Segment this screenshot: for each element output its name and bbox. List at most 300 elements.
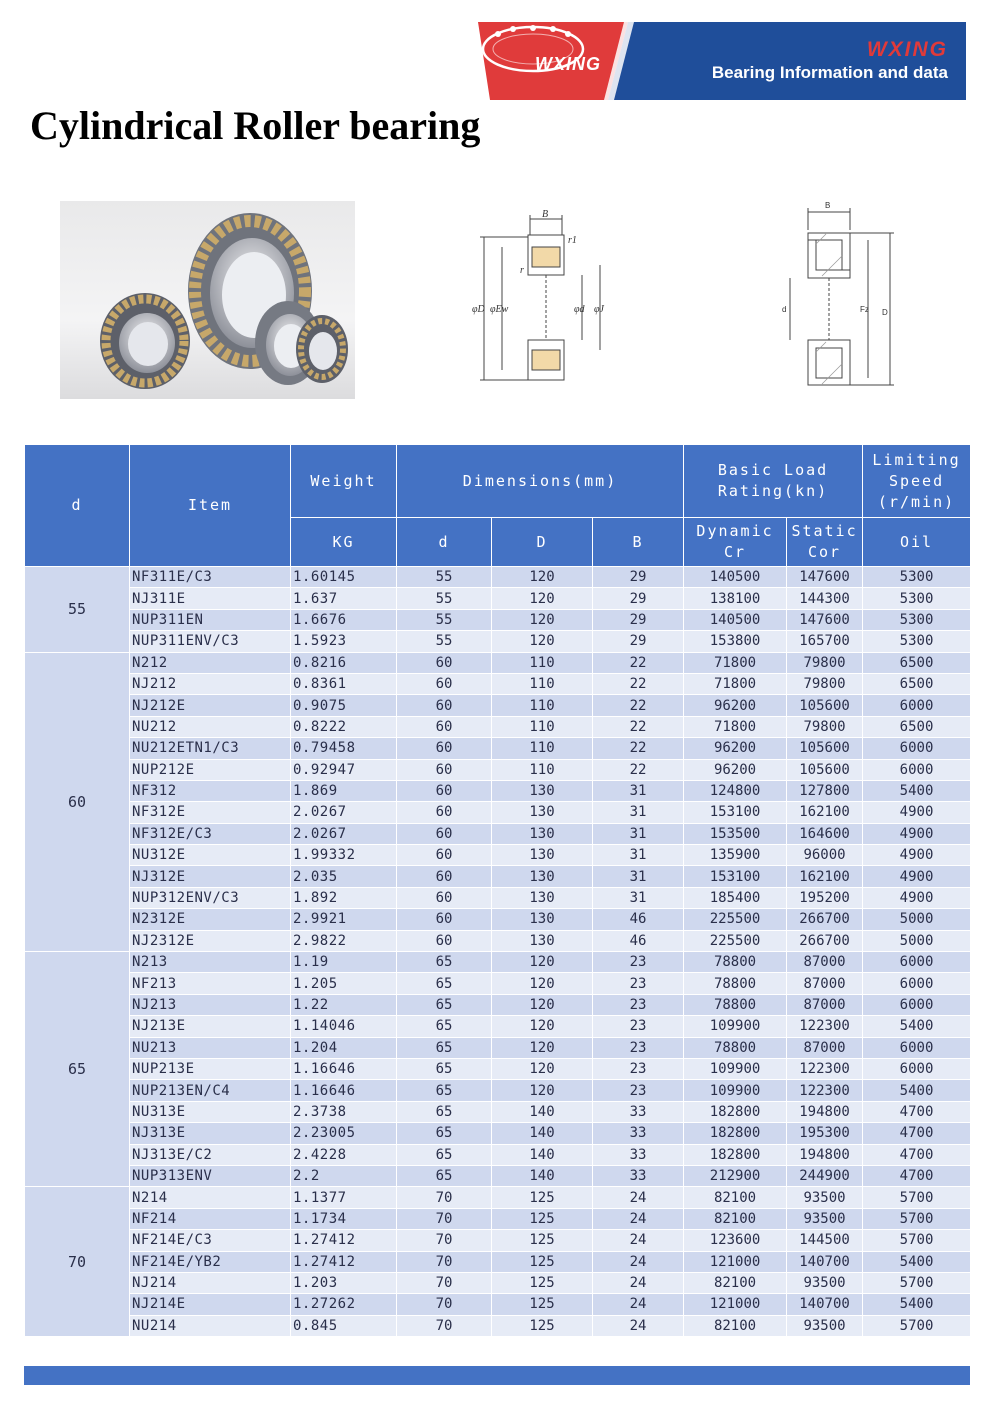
oil-cell: 5700: [863, 1315, 971, 1336]
dim-D-cell: 125: [492, 1315, 593, 1336]
oil-cell: 6000: [863, 738, 971, 759]
item-cell: NF312E: [130, 802, 291, 823]
dim-d-cell: 60: [397, 845, 492, 866]
oil-cell: 6000: [863, 759, 971, 780]
dim-d-cell: 70: [397, 1251, 492, 1272]
table-row: [25, 973, 971, 994]
dim-d-cell: 65: [397, 1058, 492, 1079]
dynamic-cell: 96200: [684, 695, 787, 716]
dim-d-cell: 60: [397, 866, 492, 887]
diagram1-label-r1: r1: [568, 235, 577, 246]
item-cell: NUP213E: [130, 1058, 291, 1079]
static-cell: 122300: [787, 1058, 863, 1079]
static-cell: 96000: [787, 845, 863, 866]
weight-cell: 1.60145: [291, 567, 397, 588]
dim-D-cell: 120: [492, 973, 593, 994]
table-row: [25, 1165, 971, 1186]
weight-cell: 1.1734: [291, 1208, 397, 1229]
static-cell: 127800: [787, 780, 863, 801]
oil-cell: 5700: [863, 1208, 971, 1229]
oil-cell: 6000: [863, 952, 971, 973]
header-d: d: [25, 445, 130, 567]
dim-d-cell: 60: [397, 780, 492, 801]
static-cell: 93500: [787, 1187, 863, 1208]
header-basic-load: Basic Load Rating(kn): [684, 445, 863, 518]
dim-D-cell: 125: [492, 1294, 593, 1315]
static-cell: 87000: [787, 994, 863, 1015]
weight-cell: 0.8222: [291, 716, 397, 737]
static-cell: 195200: [787, 887, 863, 908]
footer-bar: [24, 1366, 970, 1385]
dim-B-cell: 31: [593, 802, 684, 823]
dynamic-cell: 182800: [684, 1144, 787, 1165]
item-cell: NF312: [130, 780, 291, 801]
dim-B-cell: 46: [593, 930, 684, 951]
diagram1-label-r: r: [520, 265, 524, 276]
dim-D-cell: 125: [492, 1230, 593, 1251]
bearing-spec-table: [24, 444, 971, 1337]
header-dynamic: Dynamic Cr: [684, 518, 787, 567]
dim-D-cell: 130: [492, 909, 593, 930]
weight-cell: 2.3738: [291, 1101, 397, 1122]
static-cell: 93500: [787, 1272, 863, 1293]
dim-D-cell: 125: [492, 1272, 593, 1293]
dim-B-cell: 23: [593, 973, 684, 994]
item-cell: NU214: [130, 1315, 291, 1336]
oil-cell: 6500: [863, 673, 971, 694]
weight-cell: 0.8216: [291, 652, 397, 673]
weight-cell: 1.203: [291, 1272, 397, 1293]
item-cell: NF214E/YB2: [130, 1251, 291, 1272]
item-cell: NU312E: [130, 845, 291, 866]
static-cell: 105600: [787, 759, 863, 780]
static-cell: 195300: [787, 1123, 863, 1144]
oil-cell: 4900: [863, 802, 971, 823]
header-dimensions: Dimensions(mm): [397, 445, 684, 518]
table-row: [25, 738, 971, 759]
diagram1-label-B: B: [542, 209, 549, 220]
table-row: [25, 887, 971, 908]
header-static: Static Cor: [787, 518, 863, 567]
dim-B-cell: 22: [593, 716, 684, 737]
dim-B-cell: 23: [593, 994, 684, 1015]
dim-D-cell: 130: [492, 930, 593, 951]
table-row: [25, 952, 971, 973]
item-cell: NU212ETN1/C3: [130, 738, 291, 759]
diagram2-label-B: B: [825, 201, 831, 210]
group-d-cell: 60: [25, 652, 130, 951]
diagram2-label-d: d: [782, 305, 787, 314]
weight-cell: 2.9921: [291, 909, 397, 930]
dynamic-cell: 140500: [684, 567, 787, 588]
static-cell: 244900: [787, 1165, 863, 1186]
table-row: [25, 652, 971, 673]
static-cell: 144500: [787, 1230, 863, 1251]
diagram1-label-phiJ: φJ: [594, 304, 604, 315]
oil-cell: 5300: [863, 609, 971, 630]
item-cell: NUP311ENV/C3: [130, 631, 291, 652]
dim-D-cell: 125: [492, 1187, 593, 1208]
weight-cell: 2.9822: [291, 930, 397, 951]
oil-cell: 5400: [863, 1294, 971, 1315]
oil-cell: 5700: [863, 1272, 971, 1293]
static-cell: 122300: [787, 1016, 863, 1037]
weight-cell: 1.5923: [291, 631, 397, 652]
weight-cell: 1.14046: [291, 1016, 397, 1037]
item-cell: NF311E/C3: [130, 567, 291, 588]
weight-cell: 0.845: [291, 1315, 397, 1336]
dim-d-cell: 60: [397, 887, 492, 908]
dynamic-cell: 121000: [684, 1294, 787, 1315]
table-row: [25, 1101, 971, 1122]
dynamic-cell: 96200: [684, 759, 787, 780]
bearing-photo: [60, 201, 355, 399]
dim-d-cell: 70: [397, 1315, 492, 1336]
weight-cell: 0.9075: [291, 695, 397, 716]
dim-d-cell: 60: [397, 909, 492, 930]
dim-D-cell: 120: [492, 994, 593, 1015]
oil-cell: 4900: [863, 823, 971, 844]
dim-B-cell: 31: [593, 780, 684, 801]
weight-cell: 0.79458: [291, 738, 397, 759]
dim-B-cell: 23: [593, 1080, 684, 1101]
dynamic-cell: 82100: [684, 1208, 787, 1229]
dim-B-cell: 22: [593, 759, 684, 780]
weight-cell: 2.23005: [291, 1123, 397, 1144]
table-row: [25, 609, 971, 630]
header-limiting-speed: Limiting Speed (r/min): [863, 445, 971, 518]
dynamic-cell: 225500: [684, 930, 787, 951]
static-cell: 93500: [787, 1208, 863, 1229]
dim-D-cell: 110: [492, 673, 593, 694]
oil-cell: 5400: [863, 1251, 971, 1272]
dim-d-cell: 65: [397, 994, 492, 1015]
dim-B-cell: 33: [593, 1165, 684, 1186]
dynamic-cell: 153100: [684, 866, 787, 887]
header-dim-B: B: [593, 518, 684, 567]
dim-d-cell: 65: [397, 1165, 492, 1186]
dim-B-cell: 33: [593, 1101, 684, 1122]
static-cell: 140700: [787, 1294, 863, 1315]
weight-cell: 1.99332: [291, 845, 397, 866]
diagram2-label-Fz: Fz: [860, 305, 869, 314]
table-row: [25, 802, 971, 823]
dynamic-cell: 78800: [684, 952, 787, 973]
dim-B-cell: 33: [593, 1144, 684, 1165]
oil-cell: 5400: [863, 1080, 971, 1101]
dynamic-cell: 182800: [684, 1123, 787, 1144]
dim-B-cell: 31: [593, 823, 684, 844]
table-row: [25, 1251, 971, 1272]
table-row: [25, 1058, 971, 1079]
oil-cell: 6000: [863, 973, 971, 994]
dynamic-cell: 71800: [684, 673, 787, 694]
dynamic-cell: 135900: [684, 845, 787, 866]
table-row: [25, 909, 971, 930]
dim-D-cell: 120: [492, 609, 593, 630]
weight-cell: 1.22: [291, 994, 397, 1015]
dim-D-cell: 130: [492, 887, 593, 908]
item-cell: NJ313E: [130, 1123, 291, 1144]
dynamic-cell: 153500: [684, 823, 787, 844]
static-cell: 147600: [787, 609, 863, 630]
oil-cell: 6000: [863, 1037, 971, 1058]
dim-B-cell: 23: [593, 1016, 684, 1037]
oil-cell: 6000: [863, 994, 971, 1015]
item-cell: NJ214: [130, 1272, 291, 1293]
static-cell: 93500: [787, 1315, 863, 1336]
dim-d-cell: 70: [397, 1230, 492, 1251]
dim-B-cell: 24: [593, 1294, 684, 1315]
table-row: [25, 588, 971, 609]
dim-d-cell: 65: [397, 1101, 492, 1122]
table-row: [25, 695, 971, 716]
item-cell: NJ313E/C2: [130, 1144, 291, 1165]
item-cell: NJ214E: [130, 1294, 291, 1315]
dim-D-cell: 120: [492, 952, 593, 973]
dynamic-cell: 78800: [684, 994, 787, 1015]
dim-D-cell: 140: [492, 1144, 593, 1165]
dim-d-cell: 55: [397, 567, 492, 588]
oil-cell: 4700: [863, 1165, 971, 1186]
dynamic-cell: 138100: [684, 588, 787, 609]
table-row: [25, 1123, 971, 1144]
weight-cell: 1.1377: [291, 1187, 397, 1208]
dynamic-cell: 82100: [684, 1187, 787, 1208]
static-cell: 162100: [787, 866, 863, 887]
weight-cell: 1.6676: [291, 609, 397, 630]
item-cell: NUP213EN/C4: [130, 1080, 291, 1101]
static-cell: 105600: [787, 695, 863, 716]
dim-B-cell: 24: [593, 1251, 684, 1272]
dim-D-cell: 140: [492, 1123, 593, 1144]
item-cell: N212: [130, 652, 291, 673]
dim-B-cell: 33: [593, 1123, 684, 1144]
dim-B-cell: 24: [593, 1230, 684, 1251]
table-row: [25, 716, 971, 737]
oil-cell: 5300: [863, 588, 971, 609]
static-cell: 165700: [787, 631, 863, 652]
dim-B-cell: 29: [593, 631, 684, 652]
oil-cell: 5700: [863, 1230, 971, 1251]
diagram1-label-phiD: φD: [472, 304, 485, 315]
oil-cell: 5300: [863, 631, 971, 652]
table-row: [25, 1080, 971, 1101]
diagram1-label-phiEw: φEw: [490, 304, 509, 315]
dynamic-cell: 78800: [684, 1037, 787, 1058]
dim-B-cell: 24: [593, 1208, 684, 1229]
item-cell: NF312E/C3: [130, 823, 291, 844]
weight-cell: 2.2: [291, 1165, 397, 1186]
dim-d-cell: 60: [397, 759, 492, 780]
dim-d-cell: 70: [397, 1272, 492, 1293]
bearing-dimension-diagram: [770, 200, 900, 390]
dim-D-cell: 130: [492, 823, 593, 844]
static-cell: 144300: [787, 588, 863, 609]
item-cell: NJ212: [130, 673, 291, 694]
dim-D-cell: 120: [492, 631, 593, 652]
dim-d-cell: 55: [397, 609, 492, 630]
table-row: [25, 673, 971, 694]
dynamic-cell: 153100: [684, 802, 787, 823]
header-dim-d: d: [397, 518, 492, 567]
dim-d-cell: 65: [397, 1016, 492, 1037]
dim-D-cell: 140: [492, 1165, 593, 1186]
weight-cell: 1.204: [291, 1037, 397, 1058]
dim-B-cell: 29: [593, 588, 684, 609]
dim-D-cell: 125: [492, 1208, 593, 1229]
dim-B-cell: 29: [593, 609, 684, 630]
table-row: [25, 994, 971, 1015]
bearing-section-diagram: [470, 205, 630, 385]
weight-cell: 2.4228: [291, 1144, 397, 1165]
dim-B-cell: 24: [593, 1187, 684, 1208]
oil-cell: 6000: [863, 1058, 971, 1079]
group-d-cell: 65: [25, 952, 130, 1187]
dynamic-cell: 71800: [684, 652, 787, 673]
oil-cell: 4700: [863, 1101, 971, 1122]
oil-cell: 5700: [863, 1187, 971, 1208]
dim-d-cell: 60: [397, 716, 492, 737]
table-row: [25, 631, 971, 652]
weight-cell: 0.92947: [291, 759, 397, 780]
item-cell: NF214E/C3: [130, 1230, 291, 1251]
static-cell: 266700: [787, 930, 863, 951]
weight-cell: 1.892: [291, 887, 397, 908]
table-row: [25, 1272, 971, 1293]
banner-subtitle: Bearing Information and data: [711, 63, 948, 82]
dim-d-cell: 65: [397, 1144, 492, 1165]
dim-D-cell: 110: [492, 695, 593, 716]
dim-D-cell: 130: [492, 802, 593, 823]
weight-cell: 1.27412: [291, 1230, 397, 1251]
dim-B-cell: 23: [593, 1037, 684, 1058]
dim-B-cell: 22: [593, 652, 684, 673]
table-row: [25, 1230, 971, 1251]
dynamic-cell: 121000: [684, 1251, 787, 1272]
item-cell: NUP312ENV/C3: [130, 887, 291, 908]
dynamic-cell: 82100: [684, 1315, 787, 1336]
header-dim-D: D: [492, 518, 593, 567]
dim-D-cell: 120: [492, 1058, 593, 1079]
header-oil: Oil: [863, 518, 971, 567]
dim-d-cell: 65: [397, 1037, 492, 1058]
dim-B-cell: 31: [593, 845, 684, 866]
weight-cell: 1.27262: [291, 1294, 397, 1315]
header-weight: Weight: [291, 445, 397, 518]
item-cell: NUP311EN: [130, 609, 291, 630]
dim-d-cell: 60: [397, 823, 492, 844]
item-cell: NU212: [130, 716, 291, 737]
header-item: Item: [130, 445, 291, 567]
weight-cell: 1.27412: [291, 1251, 397, 1272]
dim-D-cell: 110: [492, 652, 593, 673]
dim-d-cell: 55: [397, 631, 492, 652]
dim-B-cell: 22: [593, 673, 684, 694]
table-row: [25, 823, 971, 844]
item-cell: NF214: [130, 1208, 291, 1229]
dynamic-cell: 71800: [684, 716, 787, 737]
dim-B-cell: 46: [593, 909, 684, 930]
weight-cell: 1.637: [291, 588, 397, 609]
oil-cell: 4900: [863, 887, 971, 908]
dim-d-cell: 60: [397, 652, 492, 673]
diagram1-label-phid: φd: [574, 304, 585, 315]
item-cell: NJ213: [130, 994, 291, 1015]
weight-cell: 1.869: [291, 780, 397, 801]
item-cell: NJ213E: [130, 1016, 291, 1037]
dim-d-cell: 65: [397, 952, 492, 973]
dim-d-cell: 70: [397, 1187, 492, 1208]
dim-d-cell: 60: [397, 802, 492, 823]
weight-cell: 2.0267: [291, 802, 397, 823]
weight-cell: 1.205: [291, 973, 397, 994]
table-row: [25, 780, 971, 801]
oil-cell: 6500: [863, 716, 971, 737]
page-title: Cylindrical Roller bearing: [30, 103, 481, 148]
oil-cell: 5000: [863, 909, 971, 930]
weight-cell: 2.035: [291, 866, 397, 887]
dim-D-cell: 130: [492, 780, 593, 801]
weight-cell: 1.16646: [291, 1058, 397, 1079]
dynamic-cell: 96200: [684, 738, 787, 759]
table-row: [25, 1016, 971, 1037]
brand-name: WXING: [866, 38, 948, 61]
dim-d-cell: 55: [397, 588, 492, 609]
dim-D-cell: 130: [492, 866, 593, 887]
oil-cell: 4700: [863, 1144, 971, 1165]
static-cell: 194800: [787, 1101, 863, 1122]
oil-cell: 5000: [863, 930, 971, 951]
table-row: [25, 1144, 971, 1165]
weight-cell: 0.8361: [291, 673, 397, 694]
item-cell: NF213: [130, 973, 291, 994]
dynamic-cell: 109900: [684, 1080, 787, 1101]
item-cell: NJ2312E: [130, 930, 291, 951]
dim-D-cell: 130: [492, 845, 593, 866]
item-cell: N213: [130, 952, 291, 973]
table-row: [25, 1315, 971, 1336]
dim-D-cell: 125: [492, 1251, 593, 1272]
dim-D-cell: 110: [492, 759, 593, 780]
static-cell: 164600: [787, 823, 863, 844]
oil-cell: 6500: [863, 652, 971, 673]
dim-B-cell: 31: [593, 887, 684, 908]
dim-d-cell: 60: [397, 930, 492, 951]
dim-d-cell: 60: [397, 695, 492, 716]
dim-D-cell: 120: [492, 1037, 593, 1058]
static-cell: 79800: [787, 673, 863, 694]
dim-B-cell: 29: [593, 567, 684, 588]
oil-cell: 4900: [863, 866, 971, 887]
static-cell: 147600: [787, 567, 863, 588]
brand-logo-text: WXING: [535, 54, 601, 74]
static-cell: 162100: [787, 802, 863, 823]
dim-B-cell: 24: [593, 1315, 684, 1336]
group-d-cell: 55: [25, 567, 130, 653]
dynamic-cell: 109900: [684, 1016, 787, 1037]
spec-table-body: [25, 567, 971, 1337]
dim-D-cell: 120: [492, 567, 593, 588]
dim-d-cell: 60: [397, 738, 492, 759]
table-row: [25, 1294, 971, 1315]
header-kg: KG: [291, 518, 397, 567]
table-row: [25, 759, 971, 780]
static-cell: 122300: [787, 1080, 863, 1101]
header-banner: [478, 22, 966, 100]
weight-cell: 1.19: [291, 952, 397, 973]
table-row: [25, 1208, 971, 1229]
